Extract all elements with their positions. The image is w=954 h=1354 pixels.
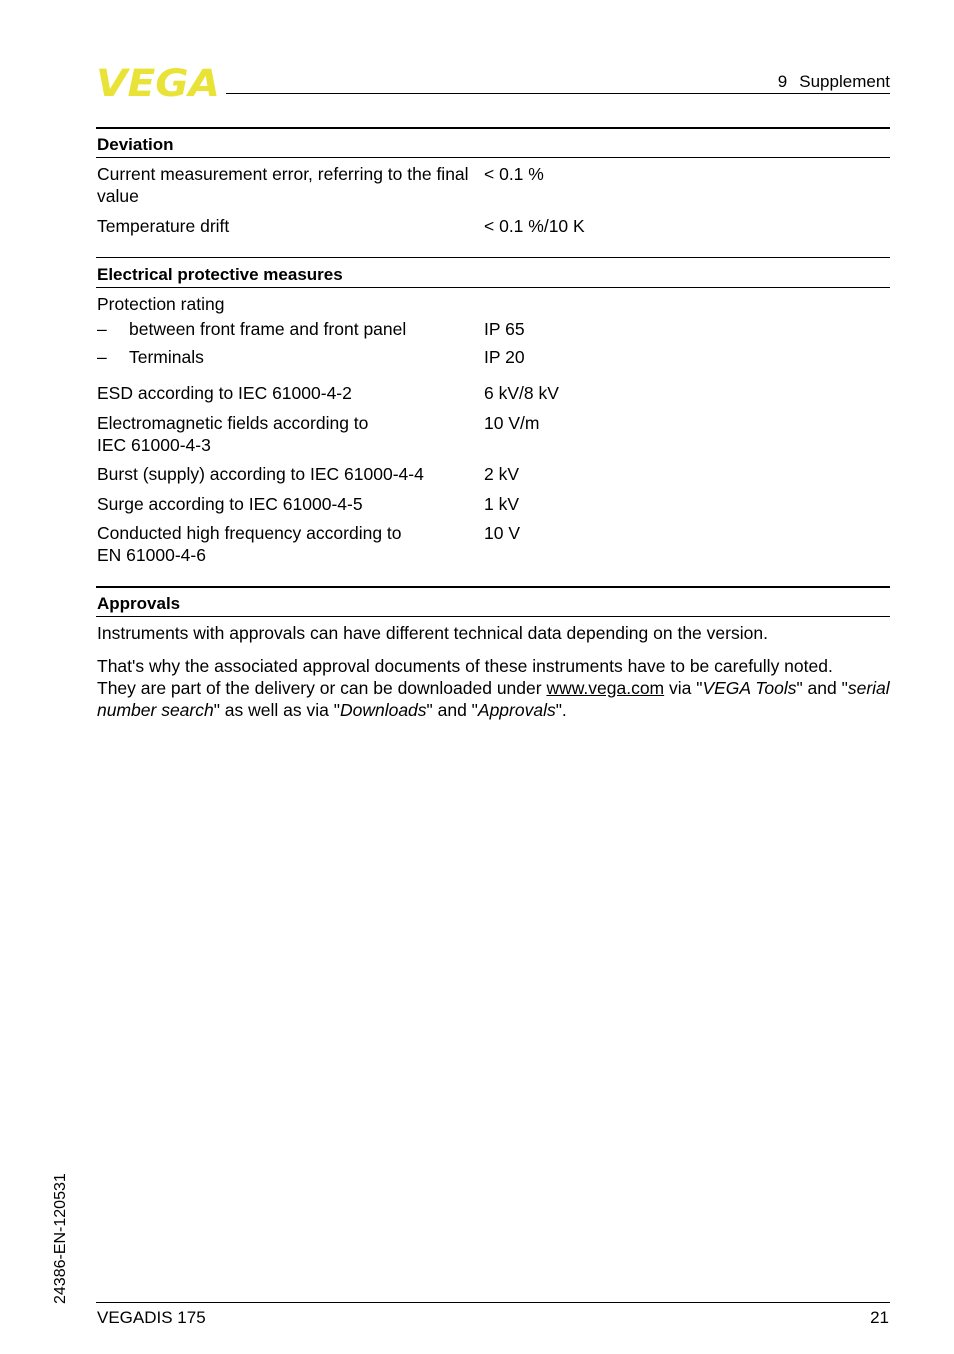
- header-rule: [226, 93, 890, 94]
- conducted-hf-label-line1: Conducted high frequency according to: [97, 523, 402, 543]
- list-dash: –: [97, 347, 107, 367]
- electrical-title-rule: [96, 287, 890, 288]
- text-run: ".: [555, 700, 567, 720]
- text-run: " as well as via ": [213, 700, 340, 720]
- deviation-title-rule: [96, 157, 890, 158]
- approvals-title-rule: [96, 616, 890, 617]
- document-code: 24386-EN-120531: [52, 1173, 69, 1304]
- vega-logo-text: VEGA: [96, 66, 220, 98]
- protection-rating-label: Protection rating: [97, 294, 225, 314]
- vega-tools-term: VEGA Tools: [702, 678, 797, 698]
- em-fields-label: [97, 412, 477, 456]
- footer-rule: [96, 1302, 890, 1303]
- protection-terminals-value: IP 20: [484, 347, 525, 367]
- protection-terminals-label: Terminals: [129, 347, 204, 367]
- deviation-label-measurement-error: Current measurement error, referring to the final value: [97, 164, 469, 206]
- list-dash: –: [97, 319, 107, 339]
- footer-product-name: VEGADIS 175: [97, 1308, 206, 1327]
- approvals-paragraph-1: Instruments with approvals can have different technical data depending on the version.: [97, 623, 768, 643]
- em-fields-label-line2: IEC 61000-4-3: [97, 435, 211, 455]
- approvals-paragraph-2-rest: [97, 677, 891, 721]
- conducted-hf-value: 10 V: [484, 523, 520, 543]
- text-run: " and ": [796, 678, 848, 698]
- text-run: They are part of the delivery or can be downloaded under: [97, 678, 547, 698]
- approvals-term: Approvals: [477, 700, 556, 720]
- approvals-title: Approvals: [97, 594, 181, 613]
- deviation-value-measurement-error: < 0.1 %: [484, 164, 544, 184]
- em-fields-value: 10 V/m: [484, 413, 540, 433]
- chapter-title: Supplement: [799, 72, 890, 91]
- protection-front-value: IP 65: [484, 319, 525, 339]
- surge-value: 1 kV: [484, 494, 520, 514]
- conducted-hf-label-line2: EN 61000-4-6: [97, 545, 206, 565]
- approvals-paragraph-2-line1: That's why the associated approval documents of these instruments have to be carefully noted.: [97, 656, 833, 676]
- electrical-title: Electrical protective measures: [97, 265, 343, 284]
- vega-logo: [96, 66, 220, 98]
- burst-value: 2 kV: [484, 464, 520, 484]
- text-run: " and ": [426, 700, 478, 720]
- deviation-label-temperature-drift: Temperature drift: [97, 216, 230, 236]
- deviation-title: Deviation: [97, 135, 174, 154]
- page-number: 21: [870, 1308, 889, 1327]
- esd-label: ESD according to IEC 61000-4-2: [97, 383, 352, 403]
- approvals-top-rule: [96, 586, 890, 588]
- burst-label: Burst (supply) according to IEC 61000-4-4: [97, 464, 424, 484]
- text-run: via ": [664, 678, 703, 698]
- chapter-number: 9: [777, 72, 788, 91]
- header-chapter: [778, 71, 890, 93]
- deviation-value-temperature-drift: < 0.1 %/10 K: [484, 216, 585, 236]
- deviation-top-rule: [96, 127, 890, 129]
- serial-number-search-term: serial number search: [97, 678, 890, 720]
- conducted-hf-label: [97, 522, 477, 566]
- downloads-term: Downloads: [339, 700, 427, 720]
- em-fields-label-line1: Electromagnetic fields according to: [97, 413, 369, 433]
- esd-value: 6 kV/8 kV: [484, 383, 559, 403]
- approvals-paragraph-2: [97, 655, 891, 721]
- surge-label: Surge according to IEC 61000-4-5: [97, 494, 363, 514]
- vega-website-link[interactable]: www.vega.com: [546, 678, 665, 698]
- protection-front-label: between front frame and front panel: [129, 319, 407, 339]
- electrical-top-rule: [96, 257, 890, 258]
